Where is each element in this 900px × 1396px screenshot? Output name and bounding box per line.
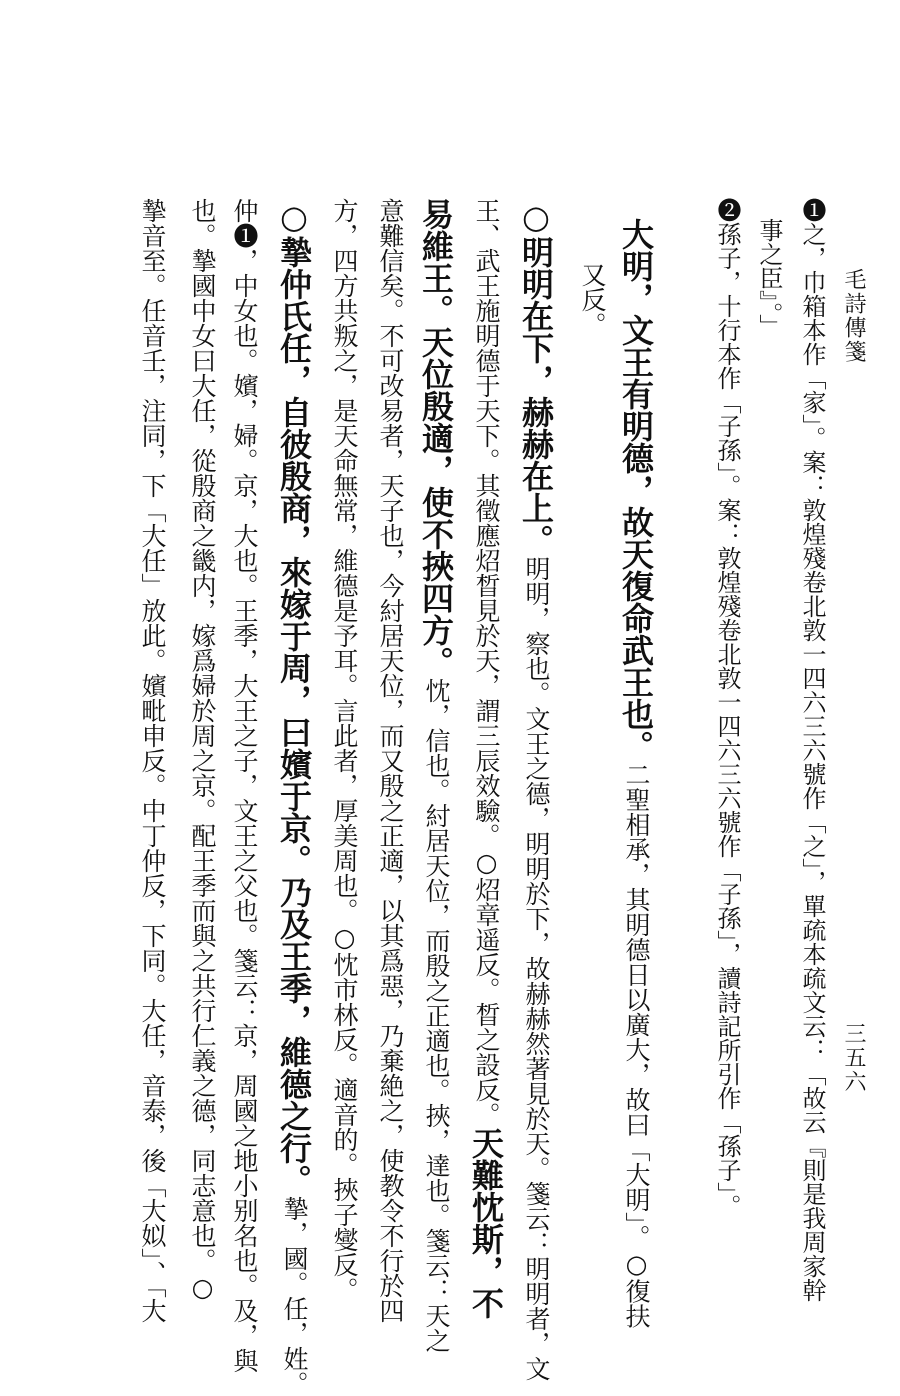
verse-text: ○摯仲氏任，自彼殷商，來嫁于周，曰嬪于京。乃及王季，維德之行。	[275, 198, 313, 1196]
verse-text: ○明明在下，赫赫在上。	[517, 198, 555, 556]
verse-text: 易維王。天位殷適，使不挾四方。	[417, 198, 455, 678]
commentary-text: 摯音至。任音壬，注同，下「大任」放此。嬪毗申反。中丁仲反，下同。大任，音泰，後「大姒」、「大	[138, 198, 167, 1323]
page-number: 三五六	[841, 1022, 866, 1094]
commentary-text: 意難信矣。不可改易者，天子也，今紂居天位，而又殷之正適，以其爲惡，乃棄絶之，使教令不行於四	[376, 198, 405, 1323]
text-column	[518, 198, 554, 1381]
text-column	[326, 198, 362, 1302]
text-column	[276, 198, 312, 1396]
text-column	[184, 198, 220, 1302]
commentary-text: 又反。	[578, 262, 607, 337]
commentary-text: 摯，國。任，姓。	[280, 1196, 309, 1396]
commentary-text: 二聖相承，其明德日以廣大，故曰「大明」。○復扶	[622, 762, 651, 1329]
text-column	[468, 198, 504, 1319]
note-line-2: 事之臣』。」	[755, 218, 783, 338]
commentary-text: 方，四方共叛之，是天命無常，維德是予耳。言此者，厚美周也。○忱市林反。適音的。挾子燮反。	[330, 198, 359, 1302]
text-column	[134, 198, 170, 1323]
text-column	[226, 198, 262, 1373]
text-column	[618, 218, 654, 1329]
running-head: 毛詩傳箋	[841, 268, 866, 364]
commentary-text: 也。摯國中女曰大任，從殷商之畿内，嫁爲婦於周之京。配王季而與之共行仁義之德，同志意也。○	[188, 198, 217, 1302]
verse-text: 大明，文王有明德，故天復命武王也。	[617, 218, 655, 762]
note-line-3: ❷孫子，十行本作「子孫」。案：敦煌殘卷北敦一四六三六號作「子孫」，讀詩記所引作「孫子」。	[713, 198, 741, 1218]
commentary-text: 明明，察也。文王之德，明明於下，故赫赫然著見於天。箋云：明明者，文	[522, 556, 551, 1381]
note-line-1: ❶之，巾箱本作「家」。案：敦煌殘卷北敦一四六三六號作「之」，單疏本疏文云：「故云『則是我周家幹	[798, 198, 826, 1302]
text-column	[574, 262, 610, 337]
commentary-text: 王、武王施明德于天下。其徵應炤晳見於天，謂三辰效驗。○炤章遥反。晳之設反。	[472, 198, 501, 1127]
verse-text: 天難忱斯，不	[467, 1127, 505, 1319]
text-column	[418, 198, 454, 1353]
commentary-text: 忱，信也。紂居天位，而殷之正適也。挾，達也。箋云：天之	[422, 678, 451, 1353]
commentary-text: 仲❶，中女也。嬪，婦。京，大也。王季，大王之子，文王之父也。箋云：京，周國之地小别名也。及，與	[230, 198, 259, 1373]
text-column	[372, 198, 408, 1323]
